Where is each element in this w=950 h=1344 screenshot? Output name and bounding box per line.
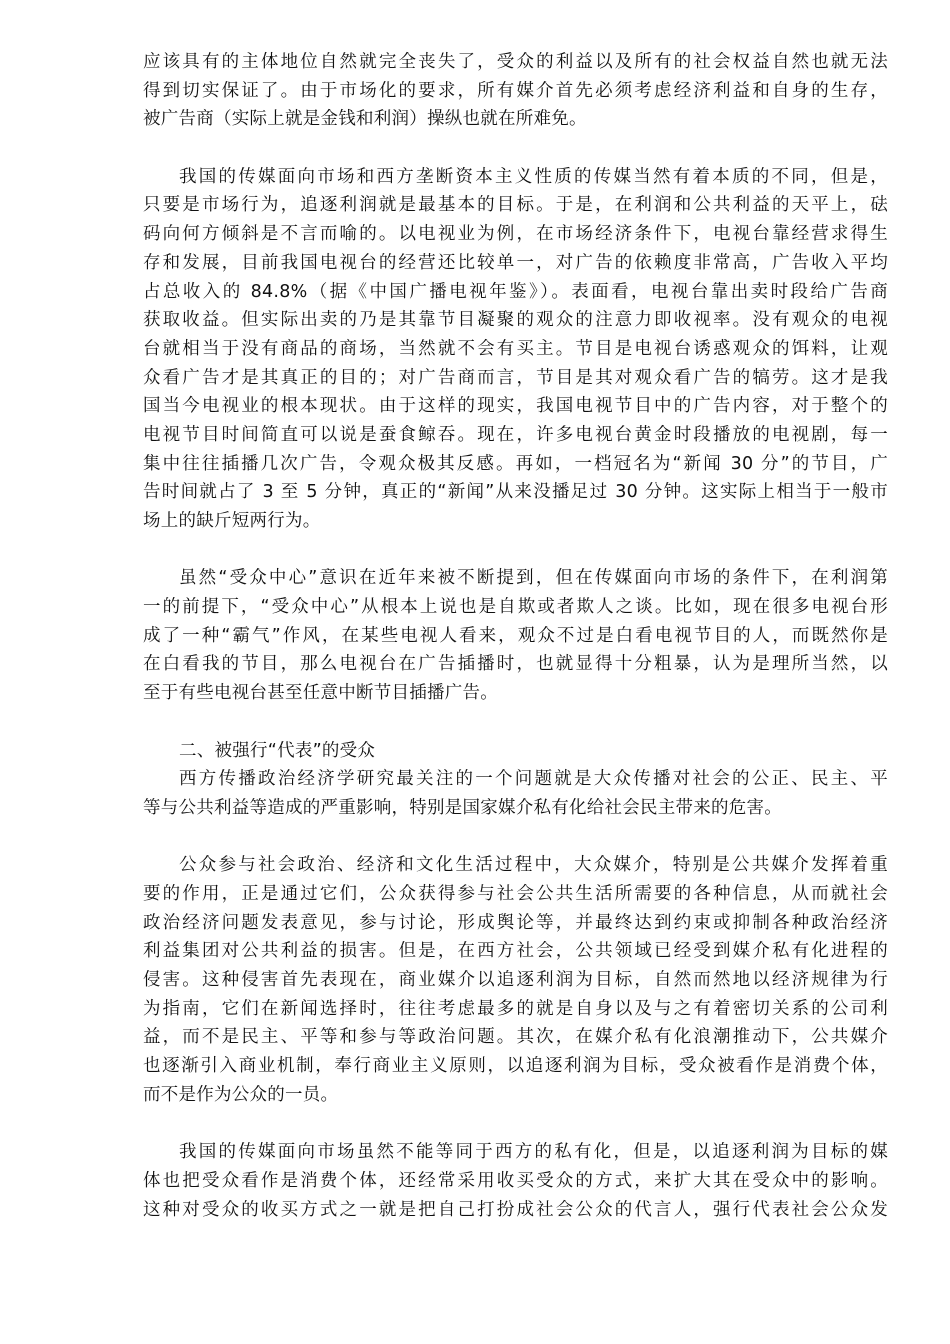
paragraph-1 xyxy=(143,48,888,134)
text-line: 告时间就占了 3 至 5 分钟，真正的“新闻”从来没播足过 30 分钟。这实际上相当于一般市 xyxy=(143,482,888,503)
text-line: 也逐渐引入商业机制，奉行商业主义原则，以追逐利润为目标，受众被看作是消费个体， xyxy=(143,1056,888,1077)
paragraph-gap xyxy=(143,1109,888,1138)
text-line: 码向何方倾斜是不言而喻的。以电视业为例，在市场经济条件下，电视台靠经营求得生 xyxy=(143,224,888,245)
text-line: 台就相当于没有商品的商场，当然就不会有买主。节目是电视台诱惑观众的饵料，让观 xyxy=(143,338,888,359)
text-line: 西方传播政治经济学研究最关注的一个问题就是大众传播对社会的公正、民主、平 xyxy=(179,769,888,790)
text-line: 利益集团对公共利益的损害。但是，在西方社会，公共领域已经受到媒介私有化进程的 xyxy=(143,941,888,962)
text-line: 成了一种“霸气”作风，在某些电视人看来，观众不过是白看电视节目的人，而既然你是 xyxy=(143,625,888,646)
section-paragraph-3 xyxy=(143,1138,888,1224)
text-line: 要的作用，正是通过它们，公众获得参与社会公共生活所需要的各种信息，从而就社会 xyxy=(143,883,888,904)
text-line: 被广告商（实际上就是金钱和利润）操纵也就在所难免。 xyxy=(143,109,587,130)
text-line: 集中往往插播几次广告，令观众极其反感。再如，一档冠名为“新闻 30 分”的节目，广 xyxy=(143,453,888,474)
text-line: 在白看我的节目，那么电视台在广告插播时，也就显得十分粗暴，认为是理所当然，以 xyxy=(143,654,888,675)
text-line: 而不是作为公众的一员。 xyxy=(143,1084,339,1105)
text-line: 获取收益。但实际出卖的乃是其靠节目凝聚的观众的注意力即收视率。没有观众的电视 xyxy=(143,310,888,331)
text-line: 存和发展，目前我国电视台的经营还比较单一，对广告的依赖度非常高，广告收入平均 xyxy=(143,252,888,273)
document-page xyxy=(143,48,888,1224)
text-line: 我国的传媒面向市场虽然不能等同于西方的私有化，但是，以追逐利润为目标的媒 xyxy=(179,1142,888,1163)
text-line: 等与公共利益等造成的严重影响，特别是国家媒介私有化给社会民主带来的危害。 xyxy=(143,797,782,818)
text-line: 侵害。这种侵害首先表现在，商业媒介以追逐利润为目标，自然而然地以经济规律为行 xyxy=(143,970,888,990)
text-line: 为指南，它们在新闻选择时，往往考虑最多的就是自身以及与之有着密切关系的公司利 xyxy=(143,998,888,1019)
section-paragraph-1 xyxy=(143,765,888,822)
paragraph-2 xyxy=(143,163,888,536)
text-line: 公众参与社会政治、经济和文化生活过程中，大众媒介，特别是公共媒介发挥着重 xyxy=(179,855,888,876)
text-line: 这种对受众的收买方式之一就是把自己打扮成社会公众的代言人，强行代表社会公众发 xyxy=(143,1199,888,1220)
section-heading: 二、被强行“代表”的受众 xyxy=(179,740,376,761)
text-line: 国当今电视业的根本现状。由于这样的现实，我国电视节目中的广告内容，对于整个的 xyxy=(143,396,888,417)
text-line: 一的前提下，“受众中心”从根本上说也是自欺或者欺人之谈。比如，现在很多电视台形 xyxy=(143,597,888,618)
section-paragraph-2 xyxy=(143,851,888,1109)
text-line: 应该具有的主体地位自然就完全丧失了，受众的利益以及所有的社会权益自然也就无法 xyxy=(143,52,888,72)
text-line: 虽然“受众中心”意识在近年来被不断提到，但在传媒面向市场的条件下，在利润第 xyxy=(179,568,888,589)
text-line: 只要是市场行为，追逐利润就是最基本的目标。于是，在利润和公共利益的天平上，砝 xyxy=(143,195,888,216)
text-line: 电视节目时间简直可以说是蚕食鲸吞。现在，许多电视台黄金时段播放的电视剧，每一 xyxy=(143,424,888,445)
text-line: 占总收入的 84.8%（据《中国广播电视年鉴》）。表面看，电视台靠出卖时段给广告商 xyxy=(143,281,888,302)
paragraph-3 xyxy=(143,564,888,707)
text-line: 众看广告才是其真正的目的；对广告商而言，节目是其对观众看广告的犒劳。这才是我 xyxy=(143,367,888,388)
text-line: 至于有些电视台甚至任意中断节目插播广告。 xyxy=(143,683,498,704)
paragraph-gap xyxy=(143,708,888,737)
text-line: 我国的传媒面向市场和西方垄断资本主义性质的传媒当然有着本质的不同，但是， xyxy=(179,166,888,187)
paragraph-gap xyxy=(143,134,888,163)
paragraph-gap xyxy=(143,536,888,565)
text-line: 政治经济问题发表意见，参与讨论，形成舆论等，并最终达到约束或抑制各种政治经济 xyxy=(143,912,888,933)
text-line: 体也把受众看作是消费个体，还经常采用收买受众的方式，来扩大其在受众中的影响。 xyxy=(143,1170,888,1191)
text-line: 益，而不是民主、平等和参与等政治问题。其次，在媒介私有化浪潮推动下，公共媒介 xyxy=(143,1027,888,1048)
paragraph-gap xyxy=(143,823,888,852)
text-line: 场上的缺斤短两行为。 xyxy=(143,511,321,531)
text-line: 得到切实保证了。由于市场化的要求，所有媒介首先必须考虑经济利益和自身的生存， xyxy=(143,80,888,101)
